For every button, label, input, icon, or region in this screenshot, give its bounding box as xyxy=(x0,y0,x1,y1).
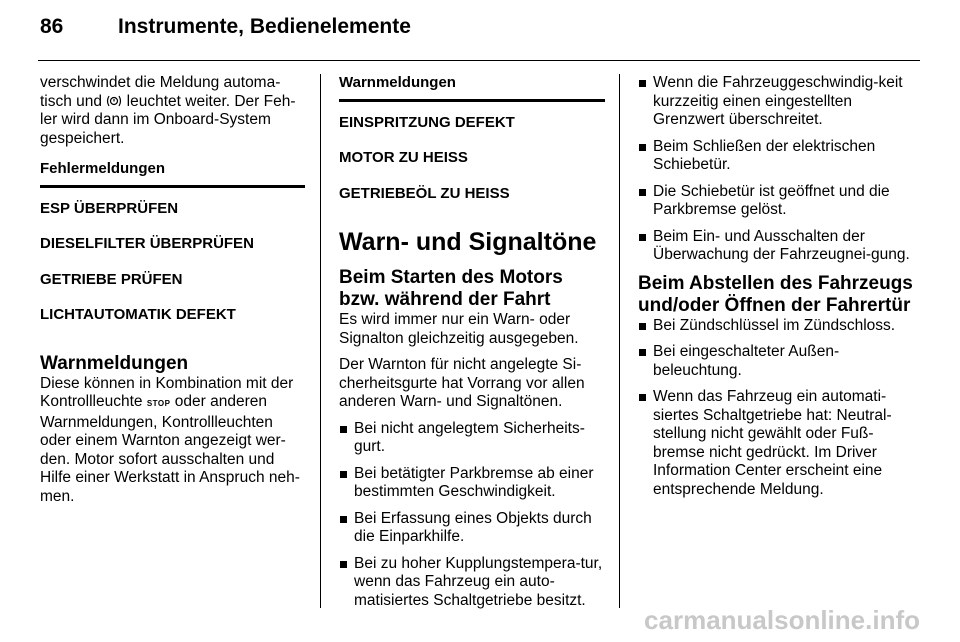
bullet-list xyxy=(638,317,920,500)
watermark: carmanualsonline.info xyxy=(644,605,920,635)
bullet-list xyxy=(638,74,920,265)
list-item: Bei nicht angelegtem Sicherheits-gurt. xyxy=(339,420,605,457)
list-item: Wenn das Fahrzeug ein automati-siertes Schaltgetriebe hat: Neutral-stellung nicht gewählt oder Fuß-bremse nicht gedrückt. Im Driver Information Center erscheint eine entsprechende Meldung. xyxy=(638,388,920,499)
column-1 xyxy=(40,74,305,514)
header-rule xyxy=(38,60,920,61)
fehlermeldungen-heading: Fehlermeldungen xyxy=(40,160,305,188)
warning-message: EINSPRITZUNG DEFEKT xyxy=(339,113,515,131)
column-3 xyxy=(638,74,920,507)
error-message: LICHTAUTOMATIK DEFEKT xyxy=(40,306,236,323)
column-divider xyxy=(320,74,321,608)
subsection-title: Beim Abstellen des Fahrzeugs und/oder Öffnen der Fahrertür xyxy=(638,272,913,316)
bullet-list xyxy=(339,420,605,611)
list-item: Bei betätigter Parkbremse ab einer bestimmten Geschwindigkeit. xyxy=(339,465,605,502)
error-message: DIESELFILTER ÜBERPRÜFEN xyxy=(40,235,254,252)
paragraph: Es wird immer nur ein Warn- oder Signalton gleichzeitig ausgegeben. xyxy=(339,311,579,347)
list-item: Wenn die Fahrzeuggeschwindig-keit kurzzeitig einen eingestellten Grenzwert überschreitet. xyxy=(638,74,920,130)
warning-message: MOTOR ZU HEISS xyxy=(339,149,468,166)
column-divider xyxy=(619,74,620,608)
list-item: Die Schiebetür ist geöffnet und die Parkbremse gelöst. xyxy=(638,183,920,220)
list-item: Bei zu hoher Kupplungstempera-tur, wenn das Fahrzeug ein auto-matisiertes Schaltgetriebe besitzt. xyxy=(339,555,605,611)
list-item: Bei eingeschalteter Außen-beleuchtung. xyxy=(638,343,920,380)
subsection-title: Beim Starten des Motors bzw. während der Fahrt xyxy=(339,267,563,310)
list-item: Beim Ein- und Ausschalten der Überwachung der Fahrzeugnei-gung. xyxy=(638,228,920,265)
stop-icon: STOP xyxy=(146,399,171,408)
steering-wheel-warning-icon xyxy=(106,95,122,107)
list-item: Bei Zündschlüssel im Zündschloss. xyxy=(638,317,920,336)
warn-paragraph: Diese können in Kombination mit der Kontrollleuchte STOP oder anderen Warnmeldungen, Kontrollleuchten oder einem Warnton angezeigt wer-den. Motor sofort ausschalten und Hilfe einer Werkstatt in Anspruch neh-men. xyxy=(40,374,300,505)
warning-message: GETRIEBEÖL ZU HEISS xyxy=(339,184,510,202)
warnmeldungen-heading: Warnmeldungen xyxy=(339,74,605,102)
error-message: ESP ÜBERPRÜFEN xyxy=(40,199,179,217)
page-title: Instrumente, Bedienelemente xyxy=(118,15,411,38)
list-item: Beim Schließen der elektrischen Schiebetür. xyxy=(638,138,920,175)
page-number: 86 xyxy=(40,15,64,38)
error-message: GETRIEBE PRÜFEN xyxy=(40,270,183,288)
list-item: Bei Erfassung eines Objekts durch die Einparkhilfe. xyxy=(339,510,605,547)
warnmeldungen-section-heading: Warnmeldungen xyxy=(40,352,189,374)
column-2 xyxy=(339,74,605,618)
intro-paragraph: verschwindet die Meldung automa-tisch und leuchtet weiter. Der Feh-ler wird dann im Onboard-System gespeichert. xyxy=(40,74,296,147)
section-title: Warn- und Signaltöne xyxy=(339,228,597,256)
paragraph: Der Warnton für nicht angelegte Si-cherheitsgurte hat Vorrang vor allen anderen Warn- und Signaltönen. xyxy=(339,356,585,410)
